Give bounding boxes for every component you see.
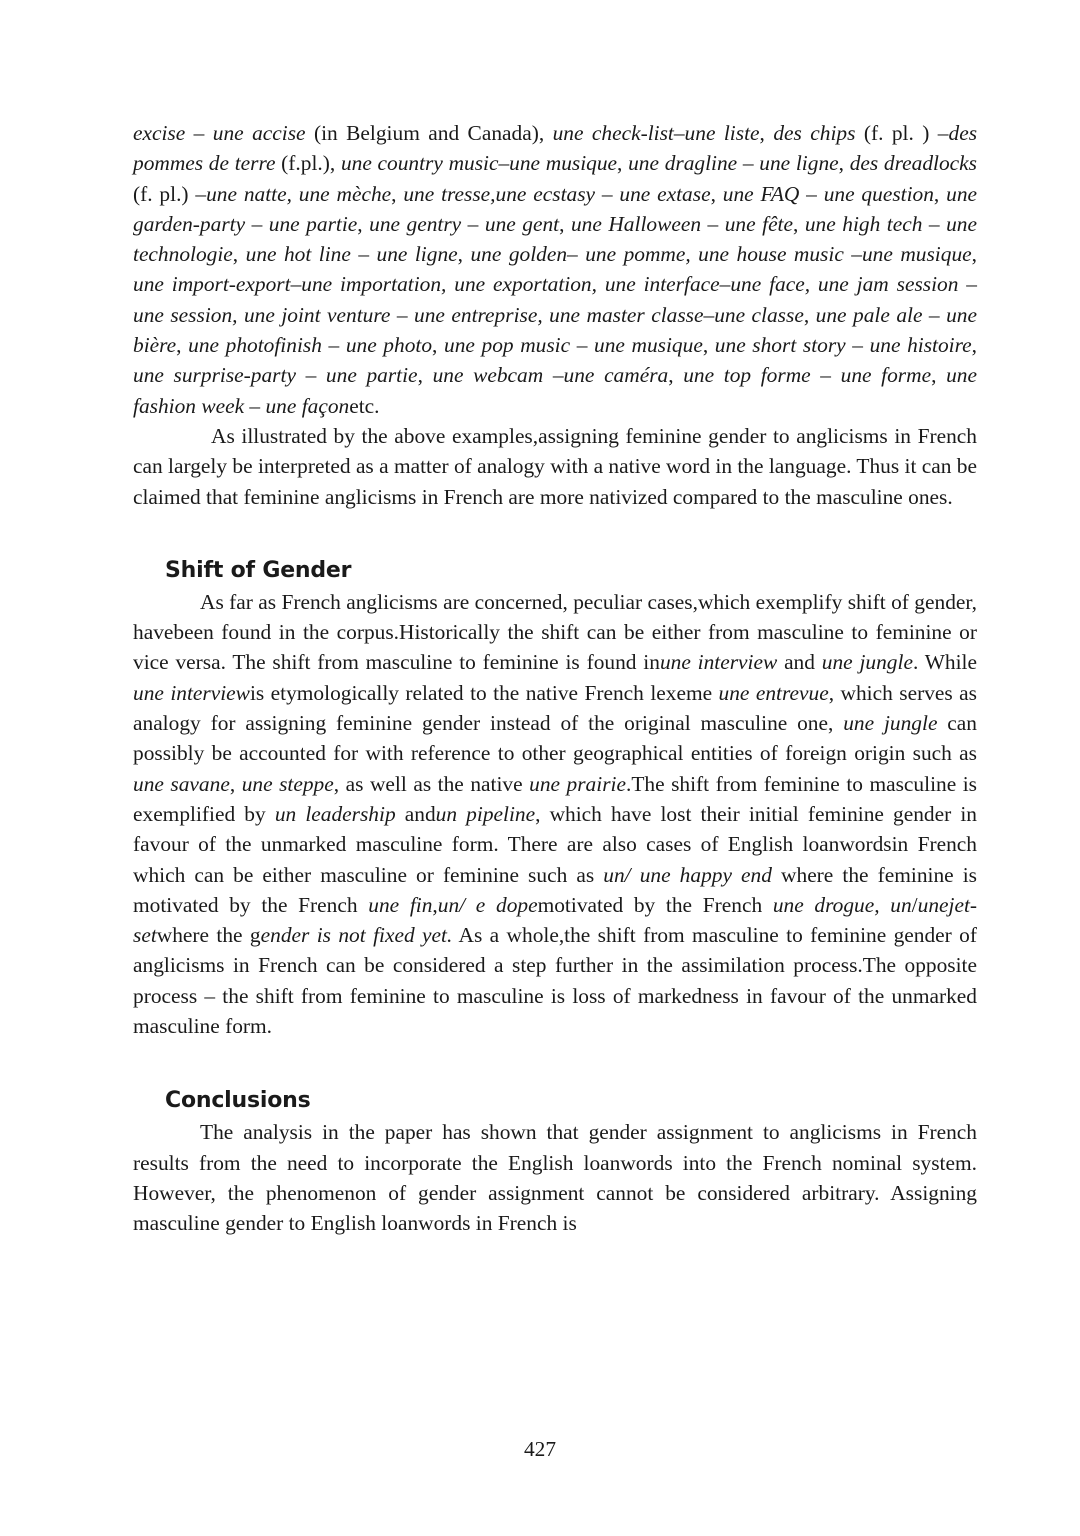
italic-term: une country music–une musique	[340, 151, 618, 176]
text-run: and	[395, 801, 436, 826]
text-run: ,	[417, 363, 433, 388]
italic-term: une surprise-party – une partie	[133, 363, 418, 388]
text-run: motivated by the French	[537, 892, 773, 917]
page-body	[133, 118, 977, 1239]
italic-term: une dragline – une ligne	[628, 151, 839, 176]
section-heading-shift-of-gender: Shift of Gender	[165, 557, 352, 583]
text-run: (f. pl. ) –	[855, 121, 949, 145]
text-run: ,	[559, 211, 571, 236]
italic-term: des dreadlocks	[849, 151, 977, 176]
text-run: ,	[229, 771, 242, 796]
text-run: ,	[457, 242, 471, 267]
text-run: and	[777, 650, 822, 675]
text-run: As far as French anglicisms are concerned, peculiar cases,which exemplify shift of gender, havebeen found in the corpus.Historically the shift can be either from masculine to feminine or vice versa. The shift from masculine to feminine is found in	[133, 589, 977, 675]
text-run: As a whole,the shift from masculine to feminine gender of anglicisms in French can be considered a step further in the assimilation process.The opposite process – the shift from feminine to masculine is loss of markedness in favour of the unmarked masculine form.	[133, 923, 977, 1039]
text-run: ,	[971, 242, 977, 267]
text-run: where the feminine is motivated by the French	[133, 862, 978, 917]
text-run: ,	[971, 333, 978, 358]
italic-term: une fin	[368, 892, 433, 917]
italic-term: une jungle	[843, 711, 938, 736]
text-run: ,	[803, 302, 816, 327]
italic-term: une pop music – une musique	[444, 333, 703, 358]
italic-term: un/ une happy end	[603, 862, 772, 887]
text-run: .The shift from feminine to masculine is exemplified by	[133, 771, 977, 826]
italic-term: une hot line – une ligne	[245, 242, 458, 267]
italic-term: une interview	[659, 650, 778, 675]
text-run: ,	[838, 151, 850, 176]
text-run: ,	[702, 333, 715, 358]
italic-term: une short story – une histoire	[714, 333, 972, 358]
italic-term: une pale ale – une bière	[133, 302, 977, 358]
italic-term: une entrevue	[718, 680, 829, 705]
italic-term: une check-list–une liste	[552, 121, 760, 145]
italic-term: ender is not fixed yet.	[260, 923, 453, 948]
italic-term: une tresse,une ecstasy – une extase	[403, 181, 711, 206]
italic-term: une steppe	[241, 771, 334, 796]
italic-term: excise – une accise	[133, 121, 306, 145]
italic-term: une high tech – une technologie	[133, 211, 977, 267]
text-run: ,	[617, 151, 629, 176]
italic-term: une Halloween – une fête	[570, 211, 793, 236]
text-run: ,	[357, 211, 370, 236]
text-run: is etymologically related to the native French lexeme	[249, 680, 719, 705]
italic-term: une prairie	[529, 771, 626, 796]
italic-term: un leadership	[274, 801, 396, 826]
text-run: etc.	[349, 393, 380, 418]
text-run: As illustrated by the above examples,assigning feminine gender to anglicisms in French can largely be interpreted as a matter of analogy with a native word in the language. Thus it can be claimed that feminine anglicisms in French are more nativized compared to the masculine ones.	[133, 423, 977, 509]
italic-term: une natte, une mèche	[206, 181, 392, 206]
text-run: ,	[432, 333, 445, 358]
text-run: ,	[933, 181, 947, 206]
italic-term: unejet-set	[133, 892, 978, 948]
intro-paragraph	[133, 118, 977, 421]
italic-term: une garden-party – une partie	[133, 181, 978, 236]
italic-term: une drogue, un	[772, 892, 912, 917]
italic-term: des chips	[773, 121, 856, 145]
italic-term: une interview	[133, 680, 250, 705]
text-run: ,	[931, 363, 947, 388]
text-run: . While	[912, 650, 977, 675]
italic-term: une fashion week – une façon	[133, 363, 977, 418]
text-run: The analysis in the paper has shown that gender assignment to anglicisms in French results from the need to incorporate the English loanwords into the French nominal system. However, the phenomenon of gender assignment cannot be considered arbitrary. Assigning masculine gender to English loanwords in French is	[133, 1120, 977, 1236]
italic-term: une photofinish – une photo	[188, 333, 433, 358]
italic-term: une golden– une pomme, une house music –une musique	[470, 242, 972, 267]
text-run: , which serves as analogy for assigning feminine gender instead of the original masculine one,	[133, 680, 977, 736]
text-run: can possibly be accounted for with reference to other geographical entities of foreign origin such as	[133, 711, 977, 766]
italic-term: une top forme – une forme	[683, 363, 932, 388]
italic-term: des pommes de terre	[133, 121, 978, 176]
text-run: /	[911, 892, 918, 917]
text-run: ,	[432, 892, 438, 917]
italic-term: un pipeline	[435, 801, 536, 826]
text-run: (f. pl.) –	[133, 181, 207, 206]
text-run: ,	[391, 181, 404, 206]
text-run: ,	[176, 333, 189, 358]
page-number: 427	[523, 1437, 557, 1461]
conclusions-paragraph	[133, 1117, 977, 1238]
text-run: (f.pl.),	[275, 151, 341, 176]
shift-of-gender-paragraph	[133, 587, 977, 1041]
italic-term: une savane	[133, 771, 230, 796]
text-run: ,	[710, 181, 723, 206]
italic-term: un/ e dope	[437, 892, 538, 917]
text-run: ,	[759, 121, 774, 145]
italic-term: une jungle	[821, 650, 913, 675]
text-run: , as well as the native	[333, 771, 530, 796]
text-run: ,	[668, 363, 684, 388]
italic-term: une import-export–une importation, une exportation, une interface–une face, une jam session – une session, une joint venture – une entreprise, une master classe–une classe	[133, 272, 977, 327]
text-run: (in Belgium and Canada),	[305, 121, 553, 145]
text-run: , which have lost their initial feminine gender in favour of the unmarked masculine form. There are also cases of English loanwordsin French which can be either masculine or feminine such as	[133, 801, 977, 887]
section-heading-conclusions: Conclusions	[165, 1088, 311, 1114]
text-run: where the g	[156, 923, 261, 948]
text-run: ,	[793, 211, 805, 236]
analogy-paragraph	[133, 421, 977, 512]
italic-term: une gentry – une gent	[369, 211, 560, 236]
italic-term: une FAQ – une question	[722, 181, 934, 206]
text-run: ,	[232, 242, 246, 267]
italic-term: une webcam –une caméra	[432, 363, 669, 388]
